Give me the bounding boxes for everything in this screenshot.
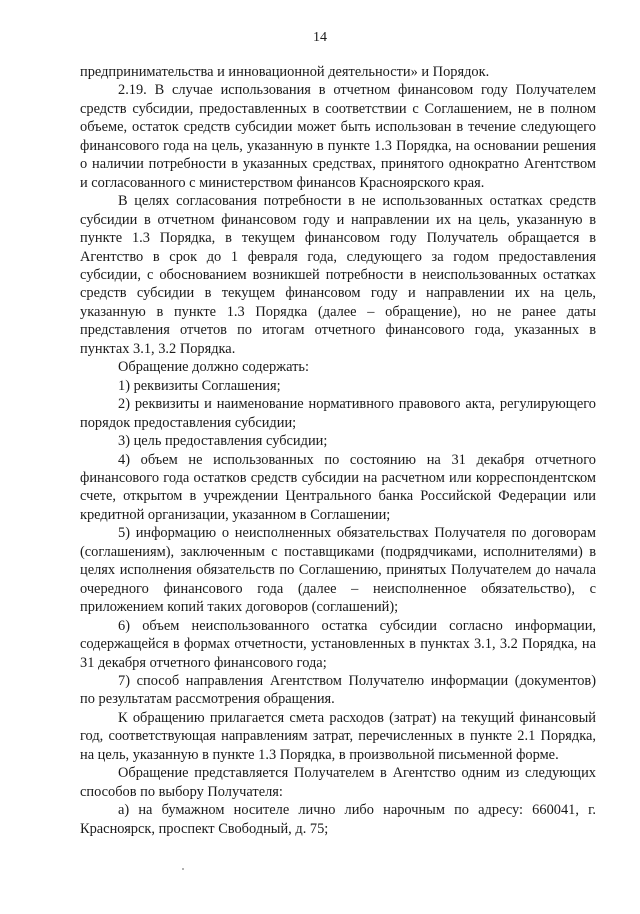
page-number: 14	[313, 30, 327, 45]
paragraph-clause-2-19: 2.19. В случае использования в отчетном финансовом году Получателем средств субсидии, предоставленных в соответствии с Соглашением, не в полном объеме, остаток средств субсидии может быть использован в течение следующего финансового года на цель, указанную в пункте 1.3 Порядка, на основании решения о наличии потребности в указанных средствах, принятого однократно Агентством и согласованного с министерством финансов Красноярского края.	[80, 82, 596, 191]
list-item-5: 5) информацию о неисполненных обязательствах Получателя по договорам (соглашениям), заключенным с поставщиками (подрядчиками, исполнителями) в целях исполнения обязательств по Соглашению, принятых Получателем до начала очередного финансового года (далее – неисполненное обязательство), с приложением копий таких договоров (соглашений);	[80, 525, 596, 616]
paragraph-request-contents-intro: Обращение должно содержать:	[118, 359, 309, 376]
list-item-a: а) на бумажном носителе лично либо нарочным по адресу: 660041, г. Красноярск, проспект Свободный, д. 75;	[80, 802, 596, 837]
paragraph-estimate-attachment: К обращению прилагается смета расходов (затрат) на текущий финансовый год, соответствующая направлениям затрат, перечисленных в пункте 2.1 Порядка, на цель, указанную в пункте 1.3 Порядка, в произвольной письменной форме.	[80, 709, 596, 763]
list-item-3: 3) цель предоставления субсидии;	[118, 433, 328, 450]
paragraph-continuation: предпринимательства и инновационной деятельности» и Порядок.	[80, 64, 490, 80]
scan-artifact-dot	[182, 868, 184, 870]
document-body	[80, 63, 596, 838]
list-item-1: 1) реквизиты Соглашения;	[118, 377, 281, 394]
list-item-7: 7) способ направления Агентством Получателю информации (документов) по результатам рассмотрения обращения.	[80, 672, 596, 708]
paragraph-approval-procedure: В целях согласования потребности в не использованных остатках средств субсидии в отчетном финансовом году и направлении их на цель, указанную в пункте 1.3 Порядка, в текущем финансовом году Получатель обращается в Агентство в срок до 1 февраля года, следующего за годом предоставления субсидии, с обоснованием возникшей потребности в неиспользованных остатках средств субсидии в текущем финансовом году и направлении их на цель, указанную в пункте 1.3 Порядка (далее – обращение), но не ранее даты представления отчетов по итогам отчетного финансового года, указанных в пунктах 3.1, 3.2 Порядка.	[80, 193, 596, 357]
list-item-6: 6) объем неиспользованного остатка субсидии согласно информации, содержащейся в формах отчетности, установленных в пунктах 3.1, 3.2 Порядка, на 31 декабря отчетного финансового года;	[80, 617, 596, 671]
list-item-2: 2) реквизиты и наименование нормативного правового акта, регулирующего порядок предоставления субсидии;	[80, 396, 596, 431]
list-item-4: 4) объем не использованных по состоянию на 31 декабря отчетного финансового года остатков средств субсидии на расчетном или корреспондентском счете, открытом в учреждении Центрального банка Российской Федерации или кредитной организации, указанном в Соглашении;	[80, 451, 596, 523]
paragraph-submission-methods: Обращение представляется Получателем в Агентство одним из следующих способов по выбору Получателя:	[80, 765, 596, 800]
